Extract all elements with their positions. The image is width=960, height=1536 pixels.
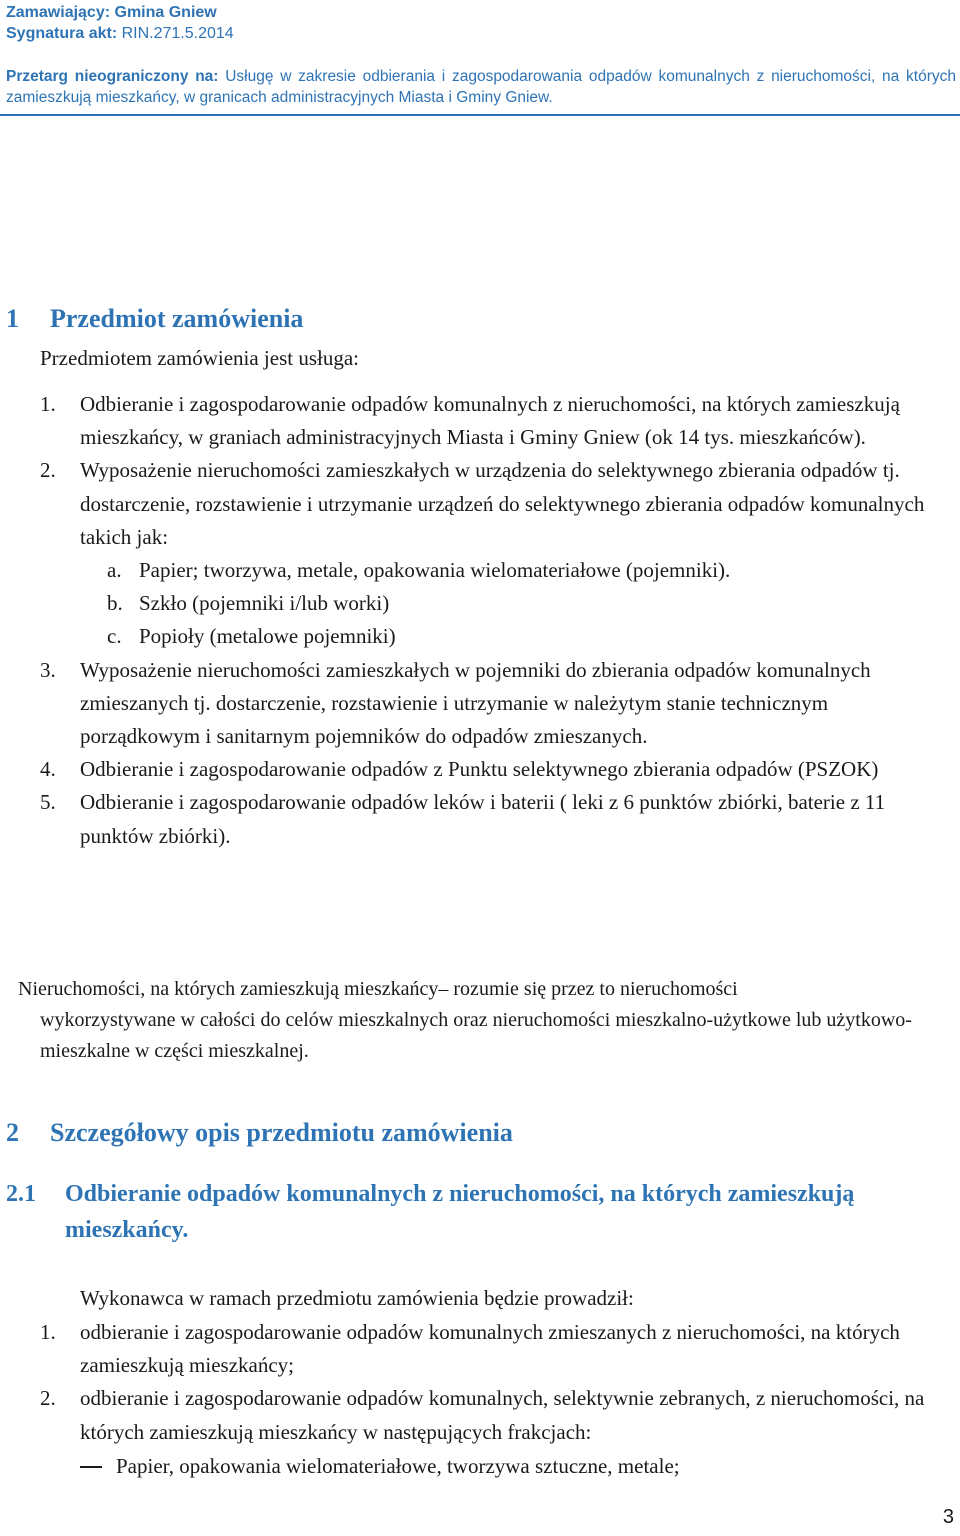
section-1-heading [6, 304, 303, 334]
case-reference-label: Sygnatura akt: [6, 25, 118, 42]
list-item-text: odbieranie i zagospodarowanie odpadów komunalnych zmieszanych z nieruchomości, na których zamieszkują mieszkańcy; [80, 1320, 900, 1378]
list-item-text: Odbieranie i zagospodarowanie odpadów komunalnych z nieruchomości, na których zamieszkują mieszkańcy, w graniach administracyjnych Miasta i Gminy Gniew (ok 14 tys. mieszkańców). [80, 392, 900, 450]
page-number: 3 [942, 1506, 954, 1528]
section-2-number: 2 [6, 1118, 19, 1147]
list-item [40, 753, 940, 786]
section-2-title: Szczegółowy opis przedmiotu zamówienia [50, 1118, 513, 1147]
list-item-text: Odbieranie i zagospodarowanie odpadów leków i baterii ( leki z 6 punktów zbiórki, baterie z 11 punktów zbiórki). [80, 790, 886, 848]
list-item-marker: 2. [40, 458, 56, 483]
section-1-title: Przedmiot zamówienia [50, 304, 304, 333]
definition-line-2: wykorzystywane w całości do celów mieszkalnych oraz nieruchomości mieszkalno-użytkowe lub użytkowo- mieszkalne w części mieszkalnej. [40, 1009, 912, 1062]
tender-text: Usługę w zakresie odbierania i zagospodarowania odpadów komunalnych z nieruchomości, na których zamieszkują mieszkańcy, w granicach administracyjnych Miasta i Gminy Gniew. [6, 68, 956, 106]
list-item [40, 1316, 952, 1382]
list-item-marker: 4. [40, 757, 56, 782]
section-2-1-list [40, 1316, 952, 1449]
sub-list-item [107, 554, 940, 587]
list-item-marker: 3. [40, 657, 56, 682]
sub-list-item-text: Papier; tworzywa, metale, opakowania wielomateriałowe (pojemniki). [139, 558, 731, 583]
tender-description [6, 66, 956, 108]
list-item [40, 454, 940, 653]
section-2-1-title: Odbieranie odpadów komunalnych z nieruchomości, na których zamieszkują mieszkańcy. [65, 1181, 855, 1243]
sub-list-item [107, 620, 940, 653]
section-2-1-intro: Wykonawca w ramach przedmiotu zamówienia będzie prowadził: [80, 1286, 634, 1310]
sub-list-item [107, 587, 940, 620]
section-2-1-number: 2.1 [6, 1181, 36, 1207]
sub-list-item-marker: b. [107, 591, 123, 616]
list-item-marker: 1. [40, 1320, 56, 1344]
sub-list-item-text: Popioły (metalowe pojemniki) [139, 624, 396, 649]
list-item-text: Wyposażenie nieruchomości zamieszkałych w pojemniki do zbierania odpadów komunalnych zmieszanych tj. dostarczenie, rozstawienie i utrzymanie w należytym stanie technicznym porządkowym i sanitarnym pojemników do odpadów zmieszanych. [80, 657, 871, 749]
list-item [40, 786, 940, 852]
list-item-marker: 1. [40, 392, 56, 416]
list-item [40, 388, 940, 454]
document-header [6, 2, 956, 108]
list-item [40, 654, 940, 754]
sub-list-item-text: Szkło (pojemniki i/lub worki) [139, 591, 390, 616]
sub-list [107, 554, 940, 654]
case-reference [6, 23, 956, 44]
section-1-list [40, 388, 940, 853]
list-item [40, 1382, 952, 1448]
list-item-marker: 2. [40, 1386, 56, 1411]
section-1-intro: Przedmiotem zamówienia jest usługa: [40, 346, 359, 370]
definition-note [18, 974, 948, 1067]
section-2-heading [6, 1118, 513, 1148]
section-1-number: 1 [6, 304, 19, 333]
dash-item-text: Papier, opakowania wielomateriałowe, tworzywa sztuczne, metale; [116, 1454, 680, 1478]
case-reference-value: RIN.271.5.2014 [121, 25, 234, 42]
dash-bullet [80, 1466, 102, 1468]
list-item-text: Odbieranie i zagospodarowanie odpadów z Punktu selektywnego zbierania odpadów (PSZOK) [80, 757, 879, 782]
list-item-text: odbieranie i zagospodarowanie odpadów komunalnych, selektywnie zebranych, z nieruchomości, na których zamieszkują mieszkańcy w następujących frakcjach: [80, 1386, 925, 1444]
section-2-1-heading [6, 1176, 886, 1248]
ordering-party: Zamawiający: Gmina Gniew [6, 4, 217, 21]
list-item-text: Wyposażenie nieruchomości zamieszkałych w urządzenia do selektywnego zbierania odpadów tj. dostarczenie, rozstawienie i utrzymanie urządzeń do selektywnego zbierania odpadów komunalnych takich jak: [80, 458, 925, 549]
list-item-marker: 5. [40, 790, 56, 815]
header-divider [0, 114, 960, 116]
dash-list-item [40, 1450, 940, 1483]
definition-line-1: Nieruchomości, na których zamieszkują mieszkańcy– rozumie się przez to nieruchomości [18, 978, 738, 1000]
tender-label: Przetarg nieograniczony na: [6, 68, 219, 85]
sub-list-item-marker: c. [107, 624, 122, 649]
sub-list-item-marker: a. [107, 558, 122, 583]
